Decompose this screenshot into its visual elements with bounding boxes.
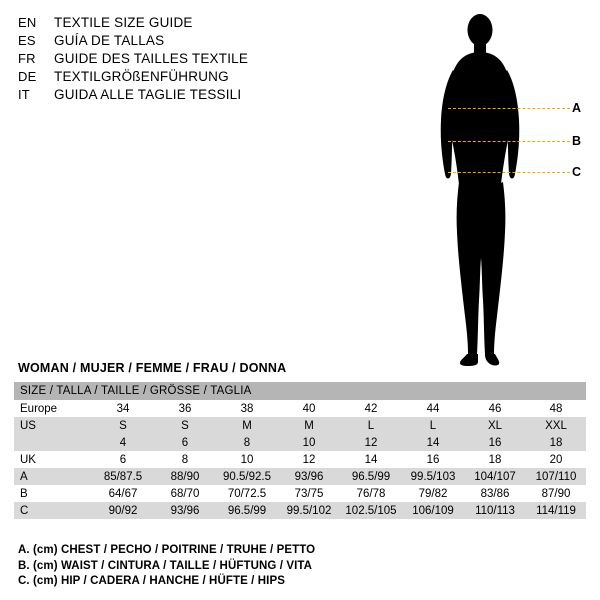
language-title: TEXTILGRÖßENFÜHRUNG [54, 69, 229, 84]
table-row [14, 417, 586, 434]
table-cell: 79/82 [402, 485, 464, 502]
size-table [14, 382, 586, 519]
table-row [14, 434, 586, 451]
language-code: FR [18, 51, 36, 66]
table-cell: 36 [154, 400, 216, 417]
table-cell: 104/107 [464, 468, 526, 485]
table-header-row [14, 382, 586, 400]
table-cell: 99.5/103 [402, 468, 464, 485]
measure-label-a: A [572, 101, 582, 115]
table-cell: M [216, 417, 278, 434]
table-cell: 83/86 [464, 485, 526, 502]
table-cell: 8 [216, 434, 278, 451]
legend-item-b: B. (cm) WAIST / CINTURA / TAILLE / HÜFTUNG / VITA [18, 559, 313, 572]
table-cell: 90.5/92.5 [216, 468, 278, 485]
table-cell: 107/110 [526, 468, 586, 485]
section-title: WOMAN / MUJER / FEMME / FRAU / DONNA [18, 361, 287, 375]
table-row [14, 502, 586, 519]
language-code: EN [18, 15, 37, 30]
table-cell: 106/109 [402, 502, 464, 519]
table-cell: 12 [340, 434, 402, 451]
table-cell: 96.5/99 [216, 502, 278, 519]
table-cell: 93/96 [154, 502, 216, 519]
table-cell: S [154, 417, 216, 434]
table-row [14, 451, 586, 468]
table-cell: 4 [92, 434, 154, 451]
language-code: ES [18, 33, 36, 48]
language-row [18, 32, 438, 50]
table-cell: L [402, 417, 464, 434]
table-cell: 114/119 [526, 502, 586, 519]
table-cell: 42 [340, 400, 402, 417]
language-title: GUIDA ALLE TAGLIE TESSILI [54, 87, 242, 102]
table-header-label: SIZE / TALLA / TAILLE / GRÖSSE / TAGLIA [14, 382, 586, 400]
table-cell: 46 [464, 400, 526, 417]
table-cell: XXL [526, 417, 586, 434]
language-row [18, 50, 438, 68]
table-cell: M [278, 417, 340, 434]
table-row [14, 468, 586, 485]
legend-item-c: C. (cm) HIP / CADERA / HANCHE / HÜFTE / HIPS [18, 575, 286, 587]
language-code: IT [18, 87, 30, 102]
row-label: B [14, 485, 92, 502]
row-label: Europe [14, 400, 92, 417]
table-cell: 18 [526, 434, 586, 451]
table-cell: 48 [526, 400, 586, 417]
language-row [18, 68, 438, 86]
table-cell: 6 [92, 451, 154, 468]
size-table-wrapper [14, 382, 586, 519]
table-cell: L [340, 417, 402, 434]
table-cell: 34 [92, 400, 154, 417]
row-label: UK [14, 451, 92, 468]
language-row [18, 86, 438, 104]
table-cell: 44 [402, 400, 464, 417]
table-cell: 102.5/105 [340, 502, 402, 519]
measurement-legend [18, 543, 578, 590]
female-body-silhouette-figure [430, 8, 595, 378]
table-cell: 110/113 [464, 502, 526, 519]
table-cell: 76/78 [340, 485, 402, 502]
language-row [18, 14, 438, 32]
table-cell: 18 [464, 451, 526, 468]
table-cell: 10 [278, 434, 340, 451]
row-label: C [14, 502, 92, 519]
measure-label-c: C [572, 165, 582, 179]
language-title: TEXTILE SIZE GUIDE [54, 15, 193, 30]
table-cell: 93/96 [278, 468, 340, 485]
table-cell: 14 [402, 434, 464, 451]
table-cell: 68/70 [154, 485, 216, 502]
measure-line-c [448, 172, 570, 173]
row-label: US [14, 417, 92, 434]
measure-label-b: B [572, 134, 582, 148]
table-cell: 40 [278, 400, 340, 417]
table-cell: 85/87.5 [92, 468, 154, 485]
table-cell: 20 [526, 451, 586, 468]
language-title: GUÍA DE TALLAS [54, 33, 165, 48]
table-cell: 90/92 [92, 502, 154, 519]
language-title: GUIDE DES TAILLES TEXTILE [54, 51, 249, 66]
table-row [14, 485, 586, 502]
table-cell: 16 [464, 434, 526, 451]
table-cell: 88/90 [154, 468, 216, 485]
table-cell: 8 [154, 451, 216, 468]
female-body-silhouette-icon [430, 8, 595, 378]
table-cell: 64/67 [92, 485, 154, 502]
table-cell: XL [464, 417, 526, 434]
row-label [14, 434, 92, 451]
language-code: DE [18, 69, 37, 84]
language-title-list [18, 14, 438, 104]
measure-line-b [448, 141, 570, 142]
row-label: A [14, 468, 92, 485]
table-cell: 12 [278, 451, 340, 468]
measure-line-a [448, 108, 570, 109]
table-cell: 96.5/99 [340, 468, 402, 485]
table-cell: 16 [402, 451, 464, 468]
table-row [14, 400, 586, 417]
table-cell: 73/75 [278, 485, 340, 502]
table-cell: 99.5/102 [278, 502, 340, 519]
table-cell: 6 [154, 434, 216, 451]
table-cell: 87/90 [526, 485, 586, 502]
table-cell: S [92, 417, 154, 434]
legend-item-a: A. (cm) CHEST / PECHO / POITRINE / TRUHE / PETTO [18, 544, 316, 556]
table-cell: 14 [340, 451, 402, 468]
table-cell: 10 [216, 451, 278, 468]
table-cell: 70/72.5 [216, 485, 278, 502]
table-cell: 38 [216, 400, 278, 417]
